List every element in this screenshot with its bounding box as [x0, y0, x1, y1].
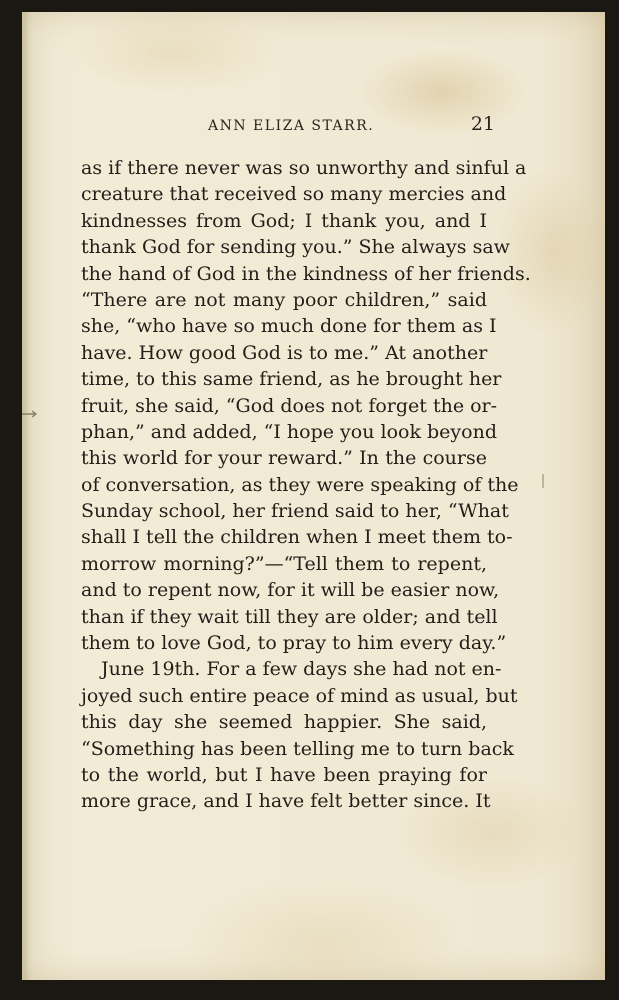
text-line: kindnesses from God; I thank you, and I: [81, 209, 487, 232]
text-line: of conversation, as they were speaking of the: [81, 473, 519, 496]
page-gutter-shadow: [22, 12, 28, 980]
text-line: this world for your reward.” In the course: [81, 447, 487, 470]
text-line: June 19th. For a few days she had not en-: [101, 658, 502, 681]
text-line: shall I tell the children when I meet them to-: [81, 526, 513, 549]
text-line: more grace, and I have felt better since. It: [81, 790, 491, 813]
book-page: [22, 12, 605, 980]
text-line: this day she seemed happier. She said,: [81, 711, 487, 734]
text-line: them to love God, to pray to him every day.”: [81, 632, 507, 655]
text-line: “There are not many poor children,” said: [81, 288, 487, 311]
text-line: the hand of God in the kindness of her friends.: [81, 262, 531, 285]
page-header: [22, 112, 605, 142]
text-line: to the world, but I have been praying for: [81, 763, 487, 786]
paper-blemish: [542, 474, 544, 488]
text-line: Sunday school, her friend said to her, “What: [81, 500, 509, 523]
text-line: she, “who have so much done for them as I: [81, 315, 497, 338]
text-line: “Something has been telling me to turn back: [81, 737, 514, 760]
body-text: [81, 155, 531, 815]
text-line: have. How good God is to me.” At another: [81, 341, 488, 364]
text-line: phan,” and added, “I hope you look beyond: [81, 420, 497, 443]
text-line: creature that received so many mercies and: [81, 183, 507, 206]
text-line: time, to this same friend, as he brought her: [81, 368, 502, 391]
text-line: fruit, she said, “God does not forget the or-: [81, 394, 498, 417]
text-line: than if they wait till they are older; and tell: [81, 605, 498, 628]
text-line: and to repent now, for it will be easier now,: [81, 579, 500, 602]
page-number: 21: [470, 113, 495, 135]
sewing-thread-mark: [22, 410, 44, 418]
text-line: thank God for sending you.” She always saw: [81, 236, 510, 259]
text-line: joyed such entire peace of mind as usual, but: [81, 684, 518, 707]
text-line: as if there never was so unworthy and sinful a: [81, 157, 527, 179]
running-title: ANN ELIZA STARR.: [208, 118, 375, 134]
text-line: morrow morning?”—“Tell them to repent,: [81, 552, 487, 575]
